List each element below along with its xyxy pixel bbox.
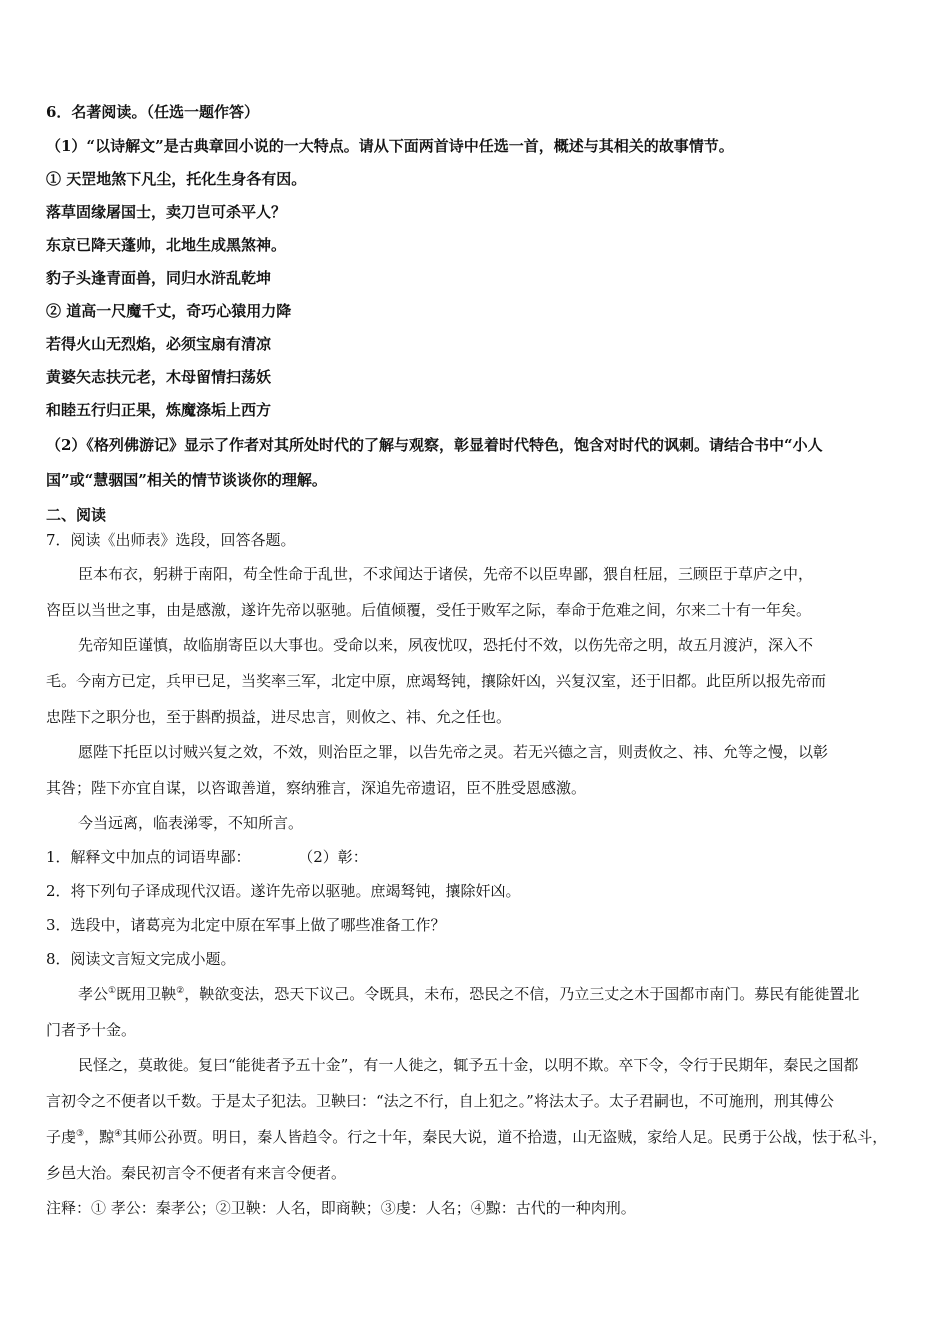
poem2-line1: ② 道高一尺魔千丈，奇巧心猿用力降 — [46, 302, 292, 320]
q7-title: 7．阅读《出师表》选段，回答各题。 — [46, 531, 296, 549]
q7-para4: 今当远离，临表涕零，不知所言。 — [78, 814, 304, 832]
section-heading: 二、阅读 — [46, 506, 107, 524]
q8-text: 既用卫鞅 — [116, 985, 177, 1003]
q8-para1-line1 — [78, 984, 908, 1004]
q8-text: 子虔 — [46, 1128, 77, 1146]
q6-part2-line1: （2）《格列佛游记》显示了作者对其所处时代的了解与观察，彰显着时代特色，饱含对时代的讽刺。请结合书中“小人 — [46, 436, 823, 454]
poem2-line3: 黄婆矢志扶元老，木母留情扫荡妖 — [46, 368, 272, 386]
poem1-line1: ① 天罡地煞下凡尘，托化生身各有因。 — [46, 170, 307, 188]
q8-para2-line3 — [46, 1127, 908, 1147]
poem2-line2: 若得火山无烈焰，必须宝扇有清凉 — [46, 335, 272, 353]
q8-notes: 注释：① 孝公：秦孝公；②卫鞅：人名，即商鞅；③虔：人名；④黥：古代的一种肉刑。 — [46, 1199, 636, 1217]
q7-para2-line1: 先帝知臣谨慎，故临崩寄臣以大事也。受命以来，夙夜忧叹，恐托付不效，以伤先帝之明，故五月渡泸，深入不 — [78, 636, 814, 654]
footnote-mark: ③ — [76, 1129, 85, 1139]
poem1-line4: 豹子头逢青面兽，同归水浒乱乾坤 — [46, 269, 272, 287]
q8-text: ，鞅欲变法，恐天下议己。令既具，未布，恐民之不信，乃立三丈之木于国都市南门。募民有能徙置北 — [184, 985, 860, 1003]
q7-para3-line1: 愿陛下托臣以讨贼兴复之效，不效，则治臣之罪，以告先帝之灵。若无兴德之言，则责攸之、祎、允等之慢，以彰 — [78, 743, 829, 761]
q7-para1-line2: 咨臣以当世之事，由是感激，遂许先帝以驱驰。后值倾覆，受任于败军之际，奉命于危难之间，尔来二十有一年矣。 — [46, 601, 812, 619]
poem1-line3: 东京已降天蓬帅，北地生成黑煞神。 — [46, 236, 287, 254]
q8-text: 孝公 — [78, 985, 109, 1003]
q8-para2-line1: 民怪之，莫敢徙。复曰“能徙者予五十金”，有一人徙之，辄予五十金，以明不欺。卒下令，令行于民期年，秦民之国都 — [78, 1056, 859, 1074]
poem2-line4: 和睦五行归正果，炼魔涤垢上西方 — [46, 401, 272, 419]
q8-text: 其师公孙贾。明日，秦人皆趋令。行之十年，秦民大说，道不拾遗，山无盗贼，家给人足。民勇于公战，怯于私斗， — [122, 1128, 888, 1146]
q7-sub3: 3．选段中，诸葛亮为北定中原在军事上做了哪些准备工作？ — [46, 916, 446, 934]
q8-para1-line2: 门者予十金。 — [46, 1021, 137, 1039]
poem1-line2: 落草固缘屠国士，卖刀岂可杀平人？ — [46, 203, 287, 221]
q6-part2-line2: 国”或“慧骃国”相关的情节谈谈你的理解。 — [46, 471, 327, 489]
footnote-mark: ② — [176, 986, 185, 996]
q7-para2-line2: 毛。今南方已定，兵甲已足，当奖率三军，北定中原，庶竭驽钝，攘除奸凶，兴复汉室，还于旧都。此臣所以报先帝而 — [46, 672, 827, 690]
footnote-mark: ① — [108, 986, 117, 996]
q7-sub2: 2．将下列句子译成现代汉语。遂许先帝以驱驰。庶竭驽钝，攘除奸凶。 — [46, 882, 521, 900]
q8-para2-line4: 乡邑大治。秦民初言令不便者有来言令便者。 — [46, 1164, 347, 1182]
q8-text: ，黥 — [84, 1128, 115, 1146]
q6-part1: （1）“以诗解文”是古典章回小说的一大特点。请从下面两首诗中任选一首，概述与其相关的故事情节。 — [46, 137, 734, 155]
q8-title: 8．阅读文言短文完成小题。 — [46, 950, 236, 968]
q8-para2-line2: 言初令之不便者以千数。于是太子犯法。卫鞅曰：“法之不行，自上犯之。”将法太子。太子君嗣也，不可施刑，刑其傅公 — [46, 1092, 834, 1110]
q7-sub1: 1．解释文中加点的词语卑鄙： （2）彰： — [46, 848, 368, 866]
q7-para2-line3: 忠陛下之职分也，至于斟酌损益，进尽忠言，则攸之、祎、允之任也。 — [46, 708, 512, 726]
q7-para3-line2: 其咎；陛下亦宜自谋，以咨诹善道，察纳雅言，深追先帝遗诏，臣不胜受恩感激。 — [46, 779, 587, 797]
q6-title: 6．名著阅读。（任选一题作答） — [46, 103, 259, 121]
q7-para1-line1: 臣本布衣，躬耕于南阳，苟全性命于乱世，不求闻达于诸侯，先帝不以臣卑鄙，猥自枉屈，三顾臣于草庐之中， — [78, 565, 814, 583]
footnote-mark: ④ — [114, 1129, 123, 1139]
